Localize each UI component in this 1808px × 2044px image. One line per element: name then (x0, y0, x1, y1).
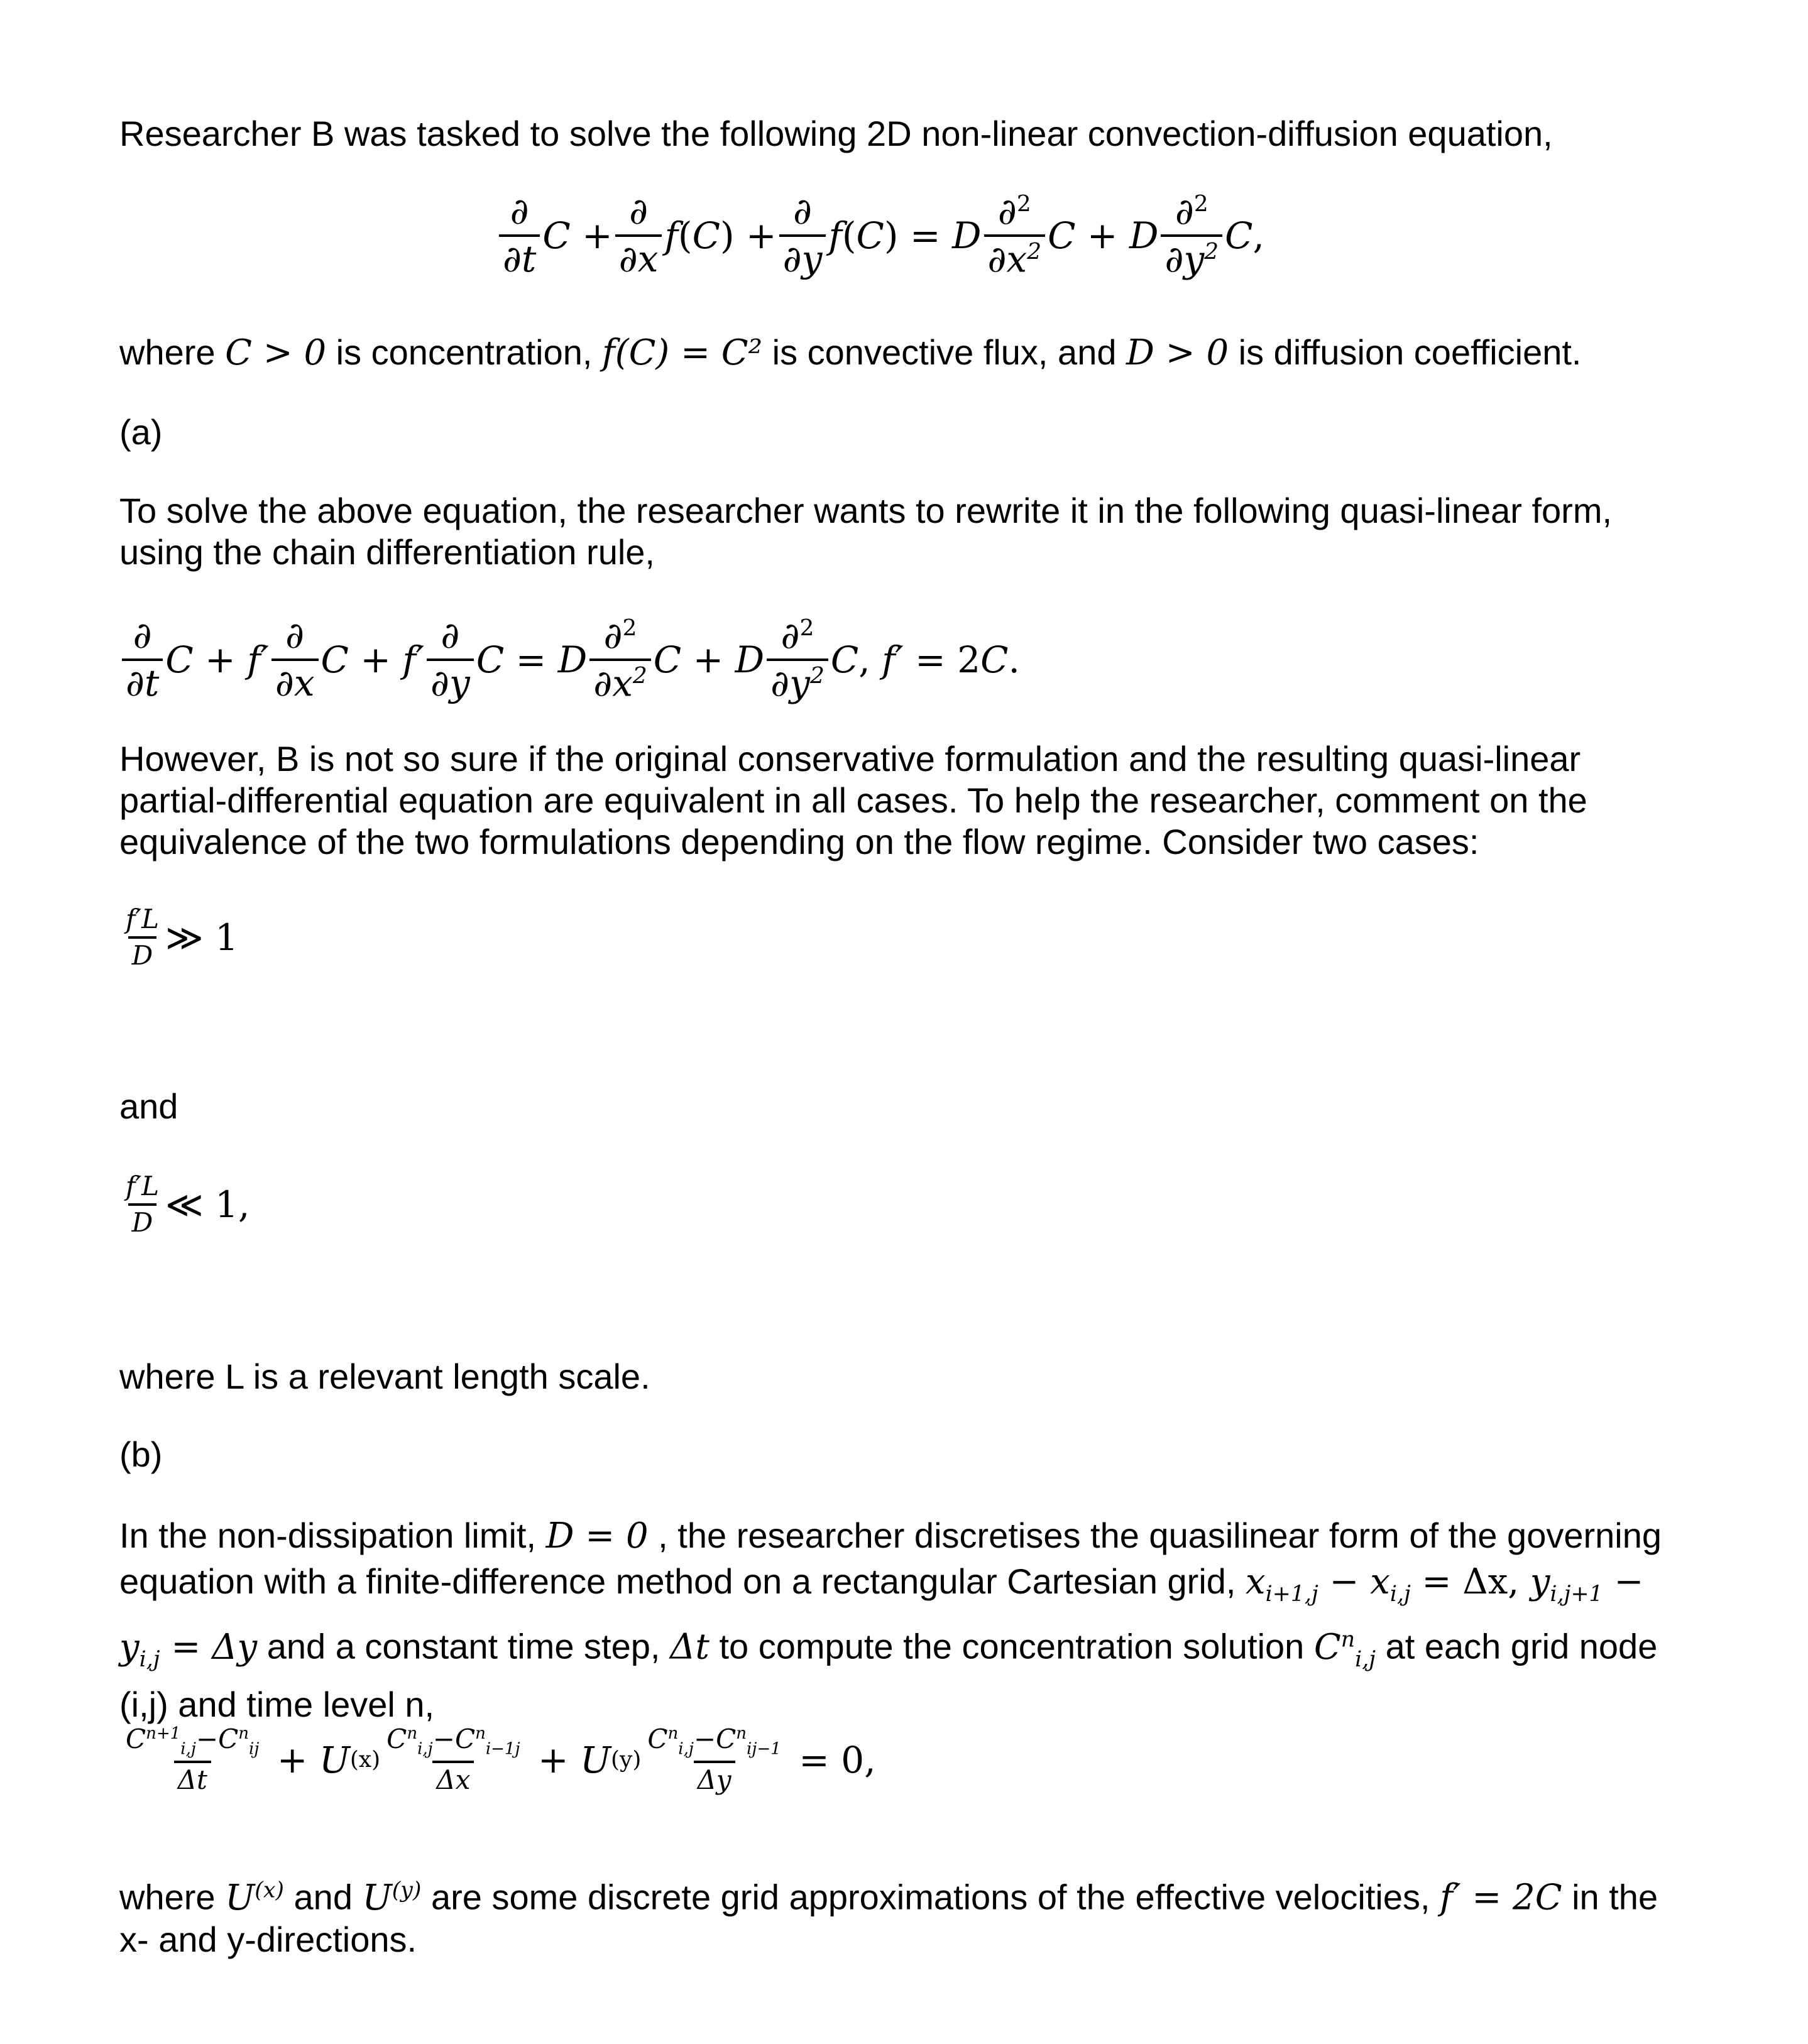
part-a-paragraph-2: However, B is not so sure if the original conservative formulation and the resulting quasi-linear partial-differential equation are equivalent in all cases. To help the researcher, comment on the equivalence of the two formulations depending on the flow regime. Consider two cases: (119, 739, 1587, 861)
defs-text-1: where (119, 332, 226, 372)
case-2-relation: ≪ 1, (165, 1183, 250, 1227)
defs-text-2: is concentration, (326, 332, 602, 372)
case-2-numerator: f′L (126, 1171, 159, 1201)
and-text: and (119, 1086, 178, 1126)
part-b-paragraph (119, 1513, 1678, 1727)
conservative-equation: $\frac{\partial}{\partial t}$ C + $\frac{\partial}{\partial x}$ f ( C ) + $\frac{\partial}{\partial y}$ f ( C ) = D $\frac{\partial^2}{\partial x^2}$ C + D $\frac{\partial^2}{\partial y^2}$ C , (496, 192, 1264, 280)
grid-x-symbol-2: x (1370, 1561, 1390, 1602)
part-a-paragraph-1: To solve the above equation, the researcher wants to rewrite it in the following quasi-linear form, using the chain differentiation rule, (119, 491, 1613, 572)
part-b-text-3: and a constant time step, (257, 1626, 670, 1666)
defs-text-4: is diffusion coefficient. (1229, 332, 1582, 372)
final-text-2: and (283, 1877, 363, 1917)
grid-spacing-x: $x_{i+1,j} - x_{i,j} = \Delta x$, $y_{i,j+1} - y_{i,j} = \Delta y$ (119, 1561, 1644, 1673)
part-b-text-5: at each grid node (i,j) and time level n, (119, 1626, 1658, 1725)
quasilinear-equation: $\frac{\partial}{\partial t}$ C + f′ $\frac{\partial}{\partial x}$ C + f′ $\frac{\partial}{\partial y}$ C = D $\frac{\partial^2}{\partial x^2}$ C + D $\frac{\partial^2}{\partial y^2}$ C , f′ = 2 C . (119, 616, 1020, 704)
case-1-condition (119, 905, 238, 970)
finite-difference-equation: $\frac{C^{n+1}_{i,j}-C^n_{ij}}{\Delta t}$ + U (x) $\frac{C^n_{i,j}-C^n_{i-1j}}{\Delta x}$ + U (y) $\frac{C^n_{i,j}-C^n_{ij-1}}{\Delta y}$ = 0, (126, 1724, 876, 1796)
case-2-condition (119, 1172, 249, 1237)
grid-y-symbol: y (1530, 1561, 1550, 1602)
case-1-numerator: f′L (126, 904, 159, 934)
final-text-1: where (119, 1877, 226, 1917)
effective-velocity-definition: f′ = 2C (1440, 1877, 1562, 1918)
concentration-node: $C^n_{i,j}$ (1313, 1626, 1376, 1673)
part-b-text-4: to compute the concentration solution (709, 1626, 1314, 1666)
final-text-3: are some discrete grid approximations of the effective velocities, (421, 1877, 1440, 1917)
part-a-label: (a) (119, 412, 163, 452)
length-scale-text: where L is a relevant length scale. (119, 1357, 650, 1396)
final-text-4: in the x- and y-directions. (119, 1877, 1658, 1959)
d-zero: D = 0 (545, 1516, 649, 1556)
grid-y-symbol-2: y (119, 1626, 140, 1668)
part-b-label: (b) (119, 1435, 163, 1474)
grid-x-relation: = Δx, (1410, 1561, 1530, 1602)
part-b-text-1: In the non-dissipation limit, (119, 1516, 546, 1555)
definitions-paragraph (119, 332, 1678, 374)
u-x-symbol: U (225, 1877, 255, 1918)
final-paragraph (119, 1869, 1678, 1960)
flux-definition: f(C) = C² (602, 332, 763, 373)
c-positive: C > 0 (225, 332, 327, 373)
u-y: $U^{(y)}$ (362, 1877, 422, 1918)
grid-x-symbol: x (1246, 1561, 1266, 1602)
case-1-relation: ≫ 1 (165, 916, 239, 959)
u-x: $U^{(x)}$ (225, 1877, 284, 1918)
intro-paragraph: Researcher B was tasked to solve the following 2D non-linear convection-diffusion equation, (119, 114, 1553, 153)
part-b-text-2: , the researcher discretises the quasilinear form of the governing equation with a finite-difference method on a rectangular Cartesian grid, (119, 1516, 1662, 1601)
concentration-symbol: C (1313, 1626, 1341, 1668)
u-y-symbol: U (362, 1877, 392, 1918)
time-step: Δt (669, 1626, 710, 1668)
d-positive: D > 0 (1126, 332, 1229, 373)
defs-text-3: is convective flux, and (762, 332, 1127, 372)
case-1-denominator: D (128, 936, 157, 970)
case-2-denominator: D (128, 1203, 157, 1237)
